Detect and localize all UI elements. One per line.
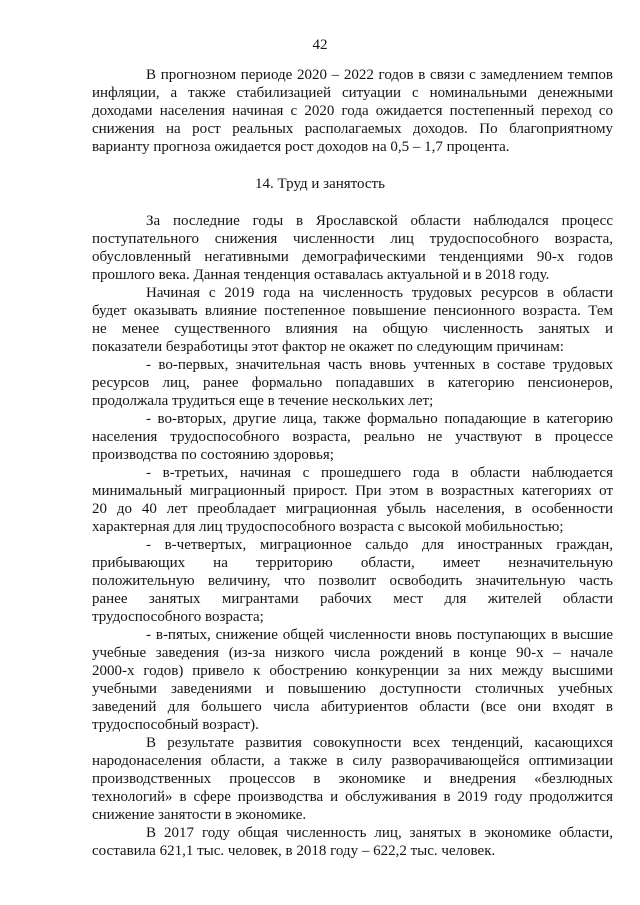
text-line: прибывающих на территорию области, имеет незначительную <box>92 555 613 571</box>
text-line: народонаселения области, а также в силу разворачивающейся оптимизации <box>92 753 613 769</box>
text-line: производства по состоянию здоровья; <box>92 447 334 463</box>
text-line: учебные заведения (из-за низкого числа рождений в конце 90-х – начале <box>92 645 613 661</box>
text-line: В прогнозном периоде 2020 – 2022 годов в связи с замедлением темпов <box>146 67 613 83</box>
text-line: положительную величину, что позволит освободить значительную часть <box>92 573 613 589</box>
text-line: составила 621,1 тыс. человек, в 2018 году – 622,2 тыс. человек. <box>92 843 496 859</box>
text-line: характерная для лиц трудоспособного возраста с высокой мобильностью; <box>92 519 564 535</box>
text-line: В результате развития совокупности всех тенденций, касающихся <box>146 735 613 751</box>
text-line: обусловленный негативными демографическими тенденциями 90-х годов <box>92 249 613 265</box>
text-line: - в-пятых, снижение общей численности вновь поступающих в высшие <box>146 627 613 643</box>
text-line: не менее существенного влияния на общую численность занятых и <box>92 321 613 337</box>
text-line: снижения на рост реальных располагаемых доходов. По благоприятному <box>92 121 613 137</box>
text-line: снижение занятости в экономике. <box>92 807 307 823</box>
text-line: минимальный миграционный прирост. При этом в возрастных категориях от <box>92 483 613 499</box>
section-heading: 14. Труд и занятость <box>255 176 385 192</box>
text-line: поступательного снижения численности лиц трудоспособного возраста, <box>92 231 613 247</box>
text-line: прошлого века. Данная тенденция оставалась актуальной и в 2018 году. <box>92 267 550 283</box>
text-line: варианту прогноза ожидается рост доходов на 0,5 – 1,7 процента. <box>92 139 510 155</box>
text-line: - во-первых, значительная часть вновь учтенных в составе трудовых <box>146 357 613 373</box>
text-line: ранее занятых мигрантами рабочих мест для жителей области <box>92 591 613 607</box>
text-line: - во-вторых, другие лица, также формально попадающие в категорию <box>146 411 613 427</box>
text-line: технологий» в сфере производства и обслуживания в 2019 году продолжится <box>92 789 613 805</box>
text-line: производственных процессов в экономике и внедрения «безлюдных <box>92 771 613 787</box>
page-number: 42 <box>312 37 328 53</box>
text-line: 2000-х годов) привело к обострению конкуренции за них между высшими <box>92 663 613 679</box>
text-line: Начиная с 2019 года на численность трудовых ресурсов в области <box>146 285 613 301</box>
text-line: показатели безработицы этот фактор не окажет по следующим причинам: <box>92 339 564 355</box>
text-line: - в-третьих, начиная с прошедшего года в области наблюдается <box>146 465 613 481</box>
text-line: доходами населения начиная с 2020 года ожидается постепенный переход со <box>92 103 613 119</box>
text-line: ресурсов лиц, ранее формально попадавших в категорию пенсионеров, <box>92 375 613 391</box>
text-line: будет оказывать влияние постепенное повышение пенсионного возраста. Тем <box>92 303 613 319</box>
text-line: инфляции, а также стабилизацией ситуации с номинальными денежными <box>92 85 613 101</box>
text-line: За последние годы в Ярославской области наблюдался процесс <box>146 213 613 229</box>
text-line: населения трудоспособного возраста, реально не участвуют в процессе <box>92 429 613 445</box>
text-line: трудоспособный возраст). <box>92 717 259 733</box>
text-line: продолжала трудиться еще в течение нескольких лет; <box>92 393 434 409</box>
text-line: учебными заведениями и повышению доступности столичных учебных <box>92 681 613 697</box>
text-line: 20 до 40 лет преобладает миграционная убыль населения, в особенности <box>92 501 613 517</box>
text-line: заведений для большего числа абитуриентов области (все они входят в <box>92 699 613 715</box>
text-line: трудоспособного возраста; <box>92 609 264 625</box>
text-line: - в-четвертых, миграционное сальдо для иностранных граждан, <box>146 537 613 553</box>
text-line: В 2017 году общая численность лиц, занятых в экономике области, <box>146 825 613 841</box>
